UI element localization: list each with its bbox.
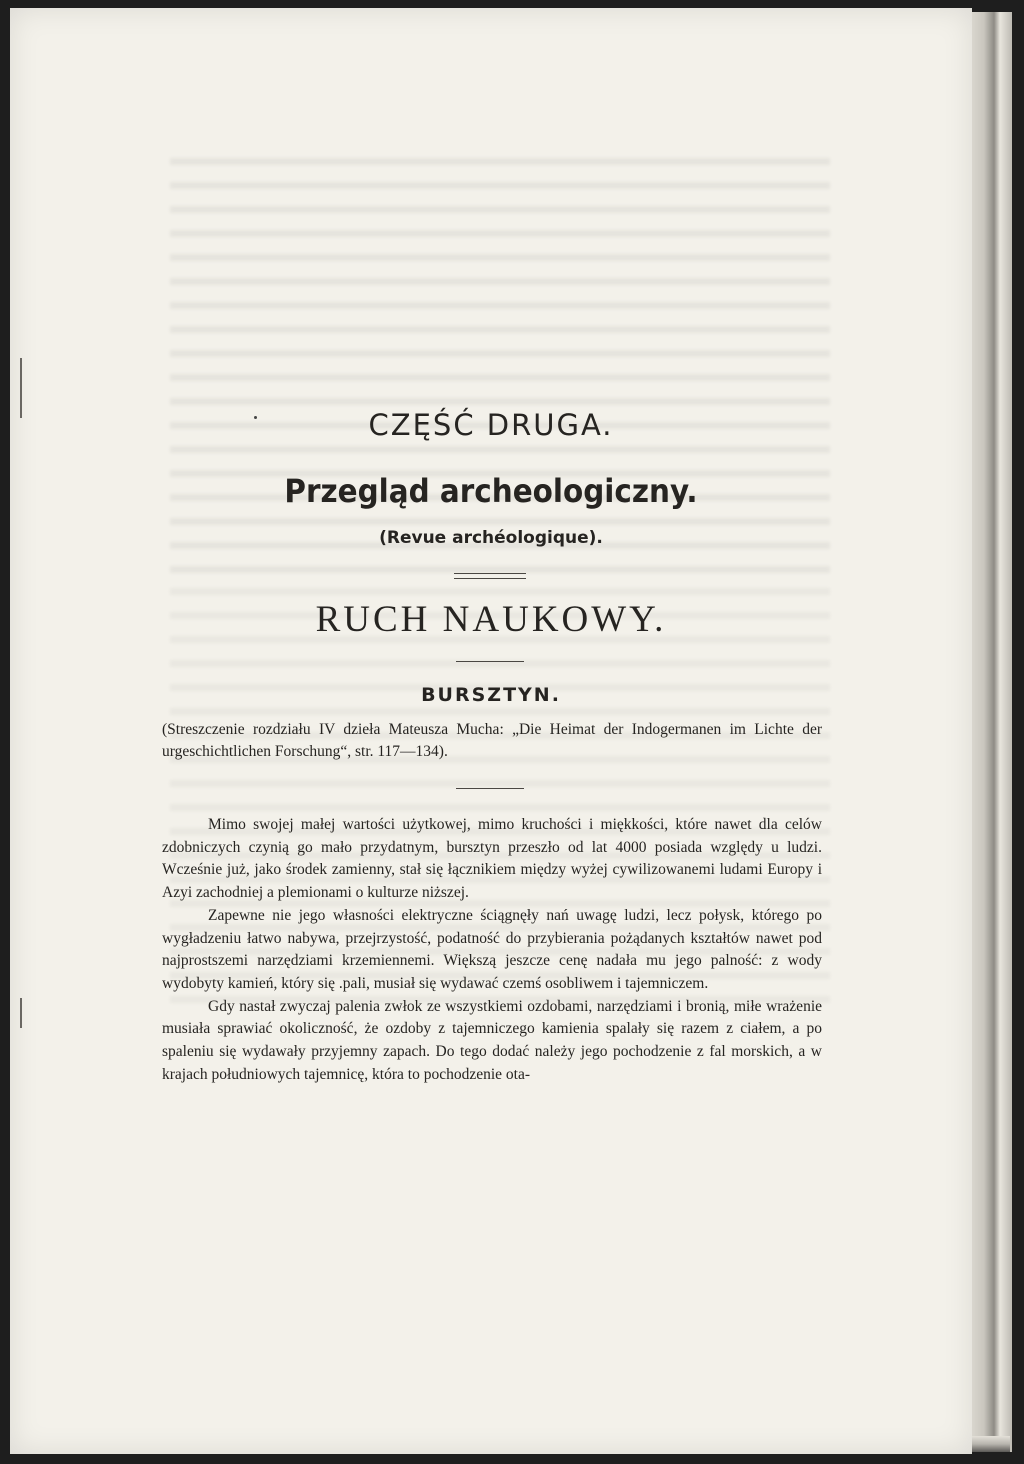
- page-sheet: [10, 8, 972, 1454]
- chapter-heading: RUCH NAUKOWY.: [315, 599, 667, 640]
- section-subtitle: (Revue archéologique).: [379, 528, 603, 548]
- paragraph: Zapewne nie jego własności elektryczne ściągnęły nań uwagę ludzi, lecz połysk, którego po wygładzeniu łatwo nabywa, przejrzystość, podatność do przybierania pożądanych kształtów nawet pod najprostszemi narzędziami krzemiennemi. Większą jeszcze cenę nadała mu jego palność: z wody wydobyty kamień, który się .pali, musiał się wydawać czemś osobliwem i tajemniczem.: [162, 906, 822, 992]
- divider-rule: [456, 661, 524, 662]
- part-title: CZĘŚĆ DRUGA.: [368, 408, 614, 442]
- article-abstract: (Streszczenie rozdziału IV dzieła Mateusza Mucha: „Die Heimat der Indogermanen im Lichte der urgeschichtlichen Forschung“, str. 117—134).: [162, 721, 822, 760]
- divider-rule-double: [454, 573, 526, 579]
- section-title: Przegląd archeologiczny.: [284, 472, 698, 510]
- article-title: BURSZTYN.: [421, 684, 561, 706]
- paragraph: Gdy nastał zwyczaj palenia zwłok ze wszystkiemi ozdobami, narzędziami i bronią, miłe wrażenie musiała sprawiać okoliczność, że ozdoby z tajemniczego kamienia spalały się razem z ciałem, a po spaleniu się wydawały przyjemny zapach. Do tego dodać należy jego pochodzenie z fal morskich, a w krajach południowych tajemnicę, która to pochodzenie ota-: [162, 997, 822, 1083]
- article-body: [162, 814, 822, 1086]
- bleed-through-upper: [170, 158, 830, 578]
- paragraph: Mimo swojej małej wartości użytkowej, mimo kruchości i miękkości, które nawet dla celów zdobniczych czynią go mało przydatnym, bursztyn przeszło od lat 4000 posiada względy u ludzi. Wcześnie już, jako środek zamienny, stał się łącznikiem między wyżej cywilizowanemi ludami Europy i Azyi zachodniej a plemionami o kulturze niższej.: [162, 816, 822, 902]
- page-right-edge: [972, 12, 1012, 1452]
- margin-mark: [20, 998, 22, 1028]
- divider-rule: [456, 788, 524, 789]
